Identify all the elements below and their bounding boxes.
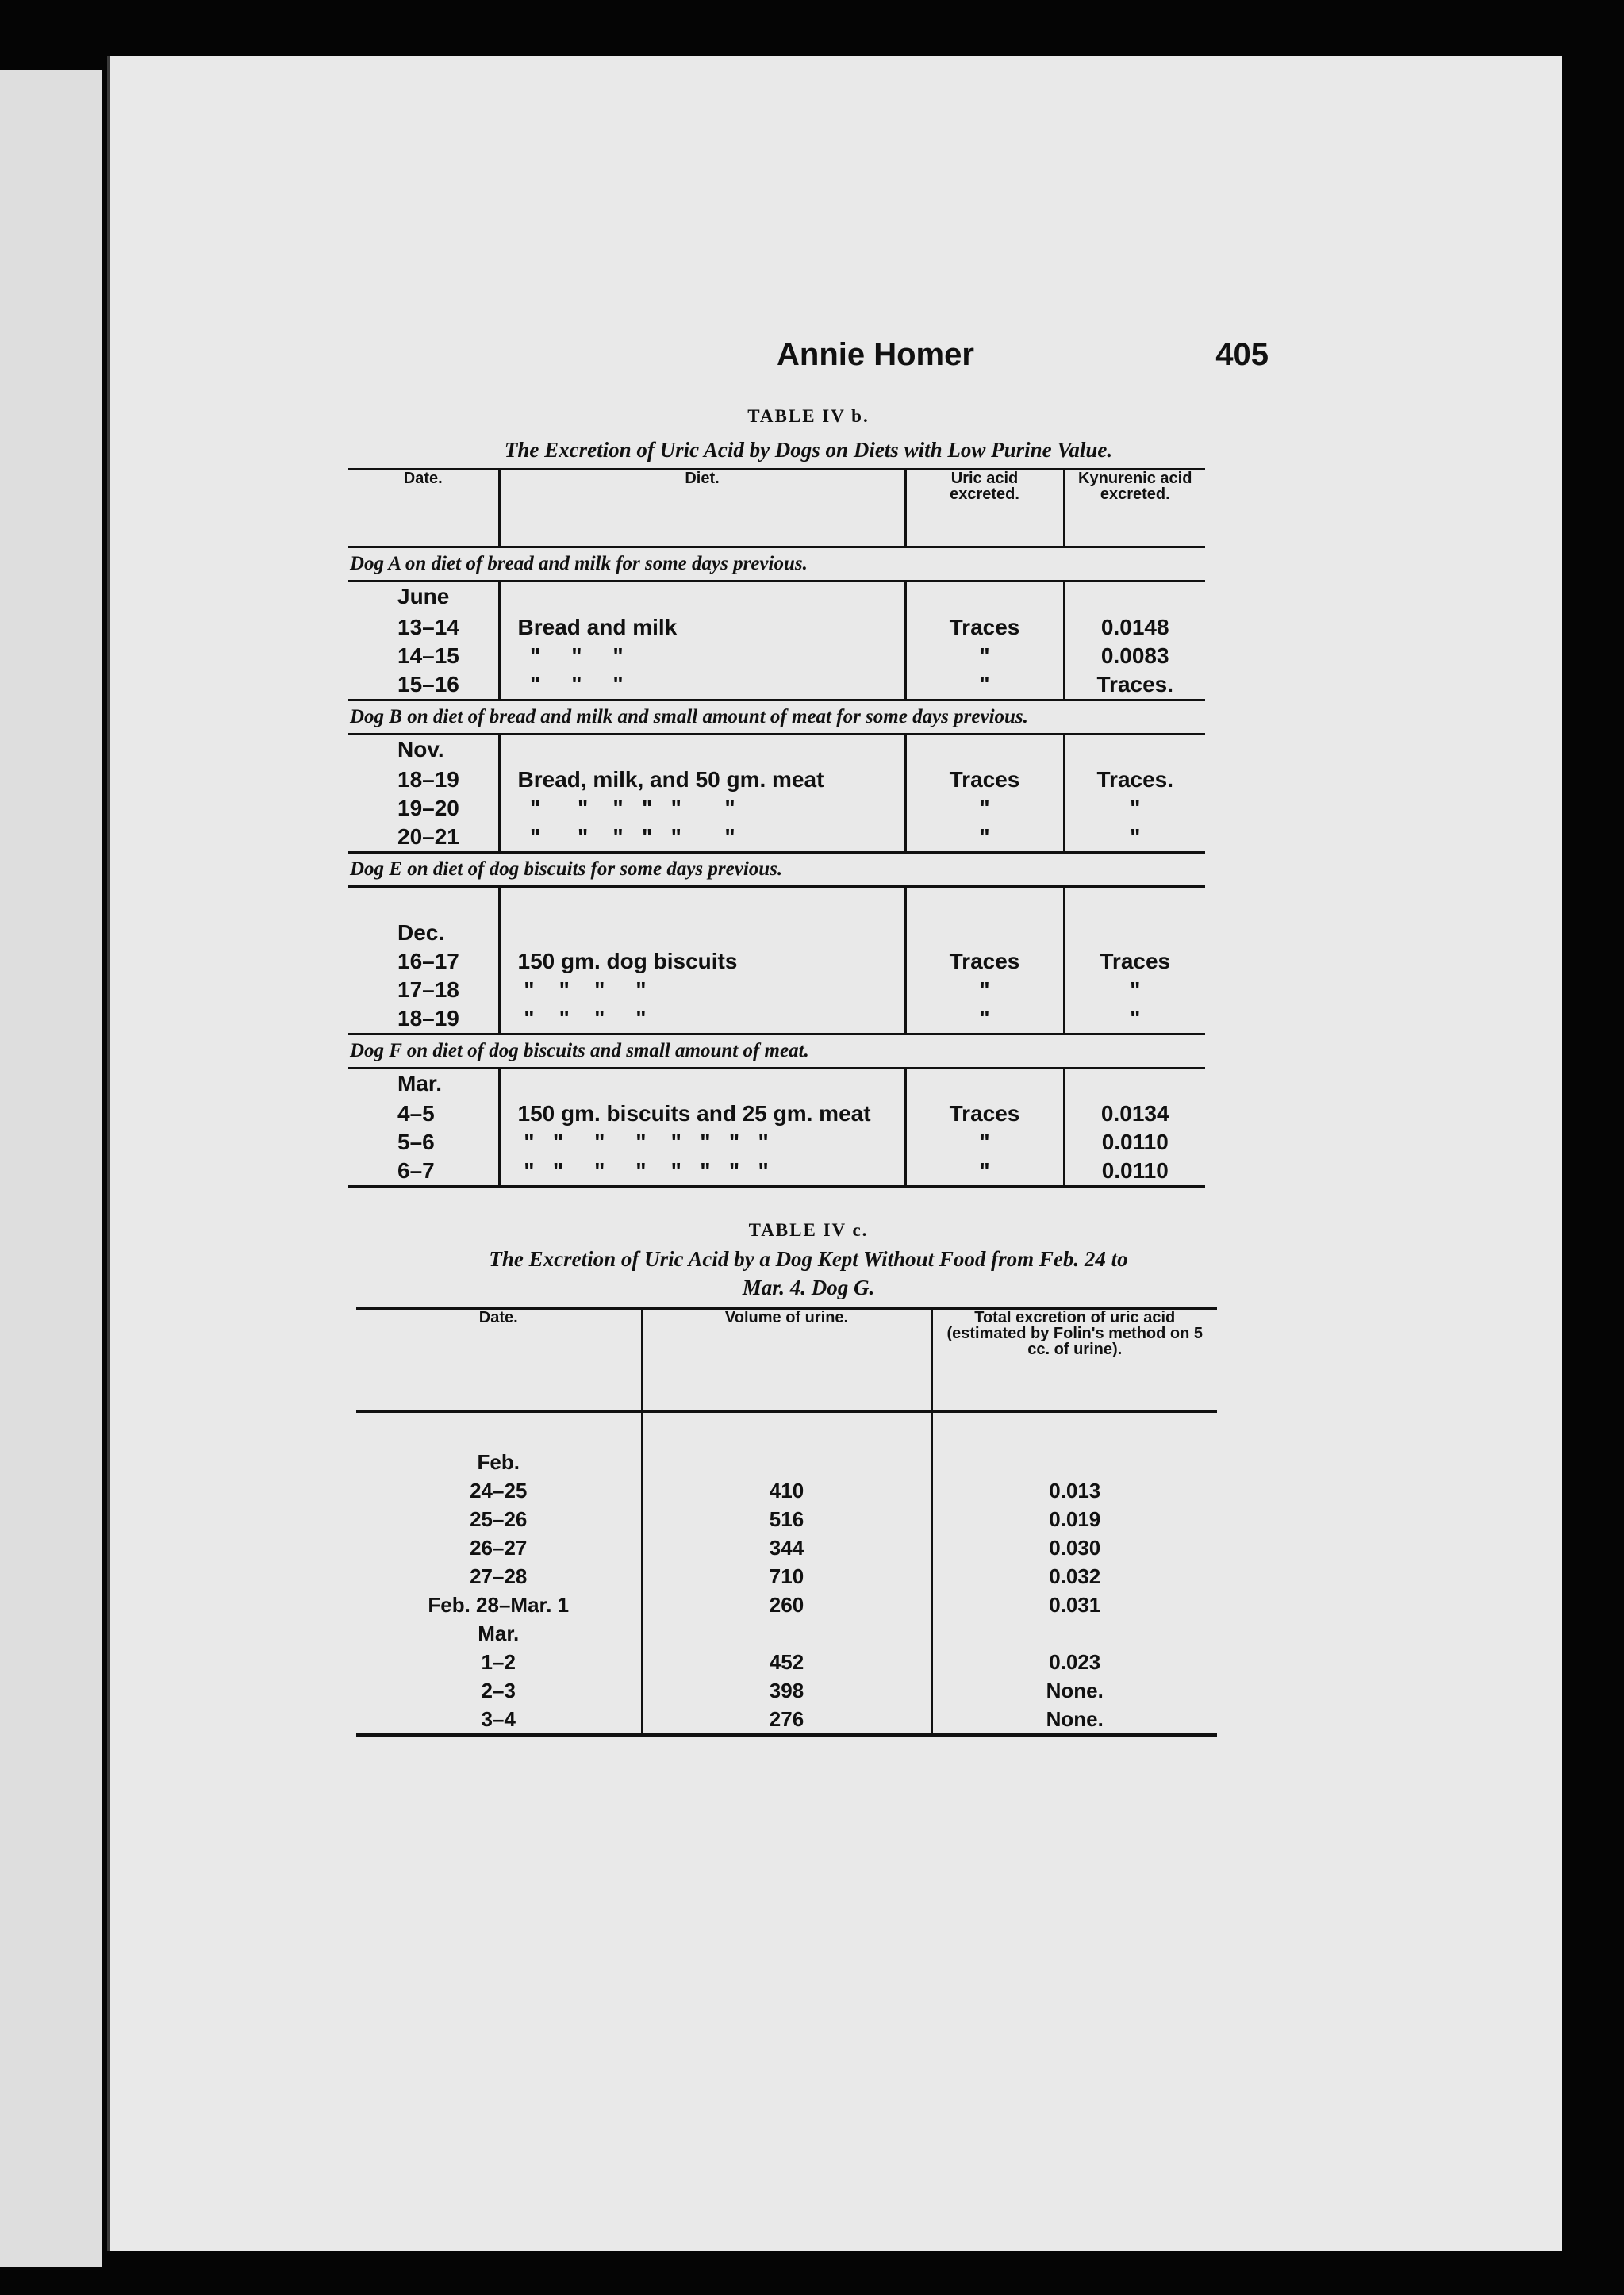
kynurenic-acid-cell: [1064, 887, 1205, 919]
total-excretion-cell: None.: [931, 1676, 1217, 1705]
table-row: [348, 766, 1205, 794]
date-cell: 15–16: [348, 670, 499, 700]
date-cell: 26–27: [470, 1536, 528, 1560]
uric-acid-cell: [905, 887, 1064, 919]
uric-acid-cell: ": [905, 1157, 1064, 1187]
table-row: [348, 670, 1205, 700]
date-cell: Mar.: [397, 1070, 443, 1096]
kynurenic-acid-cell: Traces.: [1064, 670, 1205, 700]
spacer-cell: [356, 1412, 642, 1449]
col-header-date: Date.: [348, 470, 499, 547]
uric-acid-cell: ": [905, 823, 1064, 853]
page-number: 405: [1215, 337, 1269, 372]
table-row: [356, 1448, 1217, 1476]
table-row: [348, 919, 1205, 947]
diet-cell: " " " " " ": [499, 794, 905, 823]
date-cell: Dec.: [397, 919, 445, 945]
table-row: [348, 794, 1205, 823]
table-row: [348, 976, 1205, 1004]
table-b-label: TABLE IV b.: [747, 406, 870, 426]
group-heading-row: [348, 853, 1205, 887]
volume-cell: 344: [642, 1533, 931, 1562]
diet-cell: " " " " " " " ": [499, 1157, 905, 1187]
spacer-cell: [931, 1412, 1217, 1449]
table-row: [348, 734, 1205, 766]
date-cell: 24–25: [470, 1479, 528, 1502]
table-row: [348, 642, 1205, 670]
table-b: [348, 468, 1205, 1188]
table-row: [356, 1533, 1217, 1562]
uric-acid-cell: ": [905, 794, 1064, 823]
uric-acid-cell: [905, 734, 1064, 766]
uric-acid-cell: ": [905, 1004, 1064, 1034]
book-page: [107, 56, 1562, 2251]
table-b-caption: The Excretion of Uric Acid by Dogs on Diets with Low Purine Value.: [504, 438, 1113, 462]
table-row: [356, 1505, 1217, 1533]
uric-acid-cell: Traces: [905, 947, 1064, 976]
diet-cell: 150 gm. dog biscuits: [499, 947, 905, 976]
table-c: [356, 1307, 1217, 1737]
table-c-header-row: [356, 1309, 1217, 1412]
volume-cell: 276: [642, 1705, 931, 1735]
col-header-uric: Uric acid excreted.: [905, 470, 1064, 547]
table-row: [356, 1705, 1217, 1735]
volume-cell: 452: [642, 1648, 931, 1676]
table-row: [356, 1562, 1217, 1591]
diet-cell: [499, 919, 905, 947]
table-row: [348, 613, 1205, 642]
table-row: [348, 1004, 1205, 1034]
volume-cell: 260: [642, 1591, 931, 1619]
date-cell: [348, 887, 499, 919]
table-b-header-row: [348, 470, 1205, 547]
col-header-diet: Diet.: [499, 470, 905, 547]
table-row: [356, 1591, 1217, 1619]
kynurenic-acid-cell: 0.0148: [1064, 613, 1205, 642]
date-cell: Feb. 28–Mar. 1: [428, 1593, 570, 1617]
diet-cell: " " " " " " " ": [499, 1128, 905, 1157]
diet-cell: " " " " " ": [499, 823, 905, 853]
volume-cell: 710: [642, 1562, 931, 1591]
date-cell: 17–18: [397, 977, 459, 1002]
table-row: [356, 1648, 1217, 1676]
date-cell: 2–3: [481, 1679, 516, 1702]
volume-cell: 516: [642, 1505, 931, 1533]
spacer-row: [356, 1412, 1217, 1449]
group-heading-row: [348, 700, 1205, 734]
total-excretion-cell: 0.013: [931, 1476, 1217, 1505]
table-row: [356, 1476, 1217, 1505]
table-row: [348, 1068, 1205, 1100]
diet-cell: [499, 1068, 905, 1100]
col-header-date: Date.: [356, 1309, 642, 1412]
date-cell: 27–28: [470, 1564, 528, 1588]
date-cell: 19–20: [397, 796, 459, 820]
table-row: [348, 887, 1205, 919]
group-heading: Dog E on diet of dog biscuits for some days previous.: [348, 853, 1205, 887]
table-row: [348, 823, 1205, 853]
kynurenic-acid-cell: 0.0134: [1064, 1100, 1205, 1128]
volume-cell: [642, 1448, 931, 1476]
diet-cell: " " " ": [499, 1004, 905, 1034]
uric-acid-cell: ": [905, 642, 1064, 670]
total-excretion-cell: 0.032: [931, 1562, 1217, 1591]
date-cell: 16–17: [397, 948, 459, 973]
diet-cell: [499, 734, 905, 766]
kynurenic-acid-cell: [1064, 734, 1205, 766]
date-cell: 25–26: [470, 1507, 528, 1531]
kynurenic-acid-cell: [1064, 919, 1205, 947]
date-cell: 5–6: [397, 1130, 435, 1154]
date-cell: 18–19: [348, 1004, 499, 1034]
kynurenic-acid-cell: 0.0083: [1064, 642, 1205, 670]
table-row: [348, 947, 1205, 976]
date-cell: June: [397, 584, 450, 608]
kynurenic-acid-cell: Traces: [1064, 947, 1205, 976]
total-excretion-cell: None.: [931, 1705, 1217, 1735]
group-heading: Dog F on diet of dog biscuits and small amount of meat.: [348, 1034, 1205, 1068]
diet-cell: [499, 887, 905, 919]
table-row: [348, 581, 1205, 613]
group-heading: Dog A on diet of bread and milk for some days previous.: [348, 547, 1205, 581]
group-heading-row: [348, 547, 1205, 581]
kynurenic-acid-cell: 0.0110: [1064, 1157, 1205, 1187]
total-excretion-cell: 0.031: [931, 1591, 1217, 1619]
kynurenic-acid-cell: ": [1064, 823, 1205, 853]
kynurenic-acid-cell: [1064, 581, 1205, 613]
date-cell: 4–5: [397, 1101, 435, 1126]
date-cell: 13–14: [397, 614, 459, 639]
date-cell: 14–15: [397, 643, 459, 668]
date-cell: Feb.: [477, 1450, 520, 1474]
spacer-cell: [642, 1412, 931, 1449]
table-c-caption-line1: The Excretion of Uric Acid by a Dog Kept Without Food from Feb. 24 to: [489, 1247, 1128, 1271]
volume-cell: [642, 1619, 931, 1648]
uric-acid-cell: Traces: [905, 613, 1064, 642]
kynurenic-acid-cell: ": [1064, 976, 1205, 1004]
diet-cell: " " ": [499, 642, 905, 670]
kynurenic-acid-cell: ": [1064, 1004, 1205, 1034]
table-c-label: TABLE IV c.: [748, 1220, 869, 1240]
group-heading: Dog B on diet of bread and milk and small amount of meat for some days previous.: [348, 700, 1205, 734]
running-title: Annie Homer: [777, 337, 974, 372]
kynurenic-acid-cell: 0.0110: [1064, 1128, 1205, 1157]
date-cell: 3–4: [356, 1705, 642, 1735]
kynurenic-acid-cell: ": [1064, 794, 1205, 823]
date-cell: Nov.: [397, 736, 444, 762]
total-excretion-cell: 0.019: [931, 1505, 1217, 1533]
uric-acid-cell: [905, 581, 1064, 613]
diet-cell: Bread, milk, and 50 gm. meat: [499, 766, 905, 794]
diet-cell: 150 gm. biscuits and 25 gm. meat: [499, 1100, 905, 1128]
group-heading-row: [348, 1034, 1205, 1068]
uric-acid-cell: ": [905, 976, 1064, 1004]
diet-cell: Bread and milk: [499, 613, 905, 642]
col-header-kynurenic: Kynurenic acid excreted.: [1064, 470, 1205, 547]
kynurenic-acid-cell: Traces.: [1064, 766, 1205, 794]
left-page-edge: [0, 70, 102, 2267]
table-row: [348, 1128, 1205, 1157]
table-row: [348, 1157, 1205, 1187]
diet-cell: " " ": [499, 670, 905, 700]
col-header-volume: Volume of urine.: [642, 1309, 931, 1412]
date-cell: Mar.: [478, 1621, 520, 1645]
uric-acid-cell: Traces: [905, 766, 1064, 794]
table-row: [348, 1100, 1205, 1128]
table-row: [356, 1676, 1217, 1705]
volume-cell: 398: [642, 1676, 931, 1705]
date-cell: 18–19: [397, 767, 459, 792]
uric-acid-cell: [905, 1068, 1064, 1100]
diet-cell: " " " ": [499, 976, 905, 1004]
uric-acid-cell: Traces: [905, 1100, 1064, 1128]
col-header-total-excretion: Total excretion of uric acid (estimated by Folin's method on 5 cc. of urine).: [931, 1309, 1217, 1412]
uric-acid-cell: ": [905, 1128, 1064, 1157]
diet-cell: [499, 581, 905, 613]
total-excretion-cell: [931, 1448, 1217, 1476]
volume-cell: 410: [642, 1476, 931, 1505]
table-c-caption-line2: Mar. 4. Dog G.: [742, 1276, 875, 1299]
total-excretion-cell: 0.023: [931, 1648, 1217, 1676]
total-excretion-cell: [931, 1619, 1217, 1648]
kynurenic-acid-cell: [1064, 1068, 1205, 1100]
table-row: [356, 1619, 1217, 1648]
uric-acid-cell: ": [905, 670, 1064, 700]
date-cell: 20–21: [348, 823, 499, 853]
date-cell: 1–2: [481, 1650, 516, 1674]
uric-acid-cell: [905, 919, 1064, 947]
date-cell: 6–7: [348, 1157, 499, 1187]
total-excretion-cell: 0.030: [931, 1533, 1217, 1562]
